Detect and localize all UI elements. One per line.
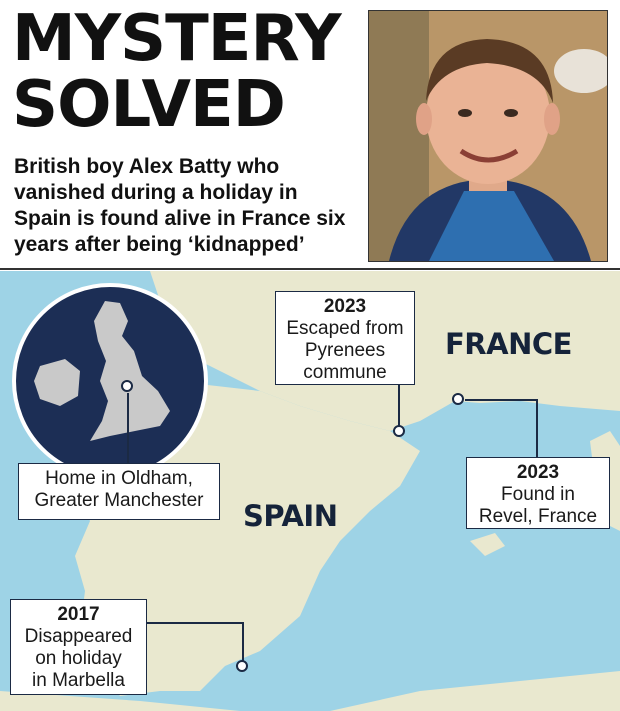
headline-line-2: SOLVED bbox=[12, 68, 285, 142]
leader-disappeared-h bbox=[146, 622, 243, 624]
leader-found-v bbox=[536, 399, 538, 457]
map bbox=[0, 271, 620, 711]
marbella-marker bbox=[236, 660, 248, 672]
callout-disappeared bbox=[10, 599, 147, 695]
label-france: FRANCE bbox=[445, 327, 572, 361]
divider bbox=[0, 268, 620, 270]
callout-found-text: Found in Revel, France bbox=[478, 484, 598, 527]
label-spain: SPAIN bbox=[243, 499, 338, 533]
callout-disappeared-text: Disappeared on holiday in Marbella bbox=[24, 626, 133, 691]
leader-home bbox=[127, 393, 129, 463]
callout-escaped-year: 2023 bbox=[323, 296, 367, 317]
callout-disappeared-year: 2017 bbox=[57, 604, 100, 625]
boy-photo bbox=[368, 10, 608, 262]
callout-home bbox=[18, 463, 220, 520]
pyrenees-marker bbox=[393, 425, 405, 437]
callout-found-year: 2023 bbox=[516, 462, 560, 483]
oldham-marker bbox=[121, 380, 133, 392]
leader-escaped bbox=[398, 383, 400, 427]
subheadline: British boy Alex Batty who vanished during a holiday in Spain is found alive in France six years after being ‘kidnapped’ bbox=[14, 155, 346, 256]
callout-found bbox=[466, 457, 610, 529]
revel-marker bbox=[452, 393, 464, 405]
headline bbox=[12, 2, 341, 142]
leader-disappeared-v bbox=[242, 622, 244, 662]
callout-escaped-text: Escaped from Pyrenees commune bbox=[286, 318, 404, 383]
boy-portrait-illustration bbox=[369, 11, 607, 261]
leader-found-h bbox=[465, 399, 537, 401]
uk-inset-map bbox=[10, 281, 210, 481]
callout-escaped bbox=[275, 291, 415, 385]
headline-line-1: MYSTERY bbox=[12, 2, 341, 76]
callout-home-text: Home in Oldham, Greater Manchester bbox=[34, 468, 204, 511]
